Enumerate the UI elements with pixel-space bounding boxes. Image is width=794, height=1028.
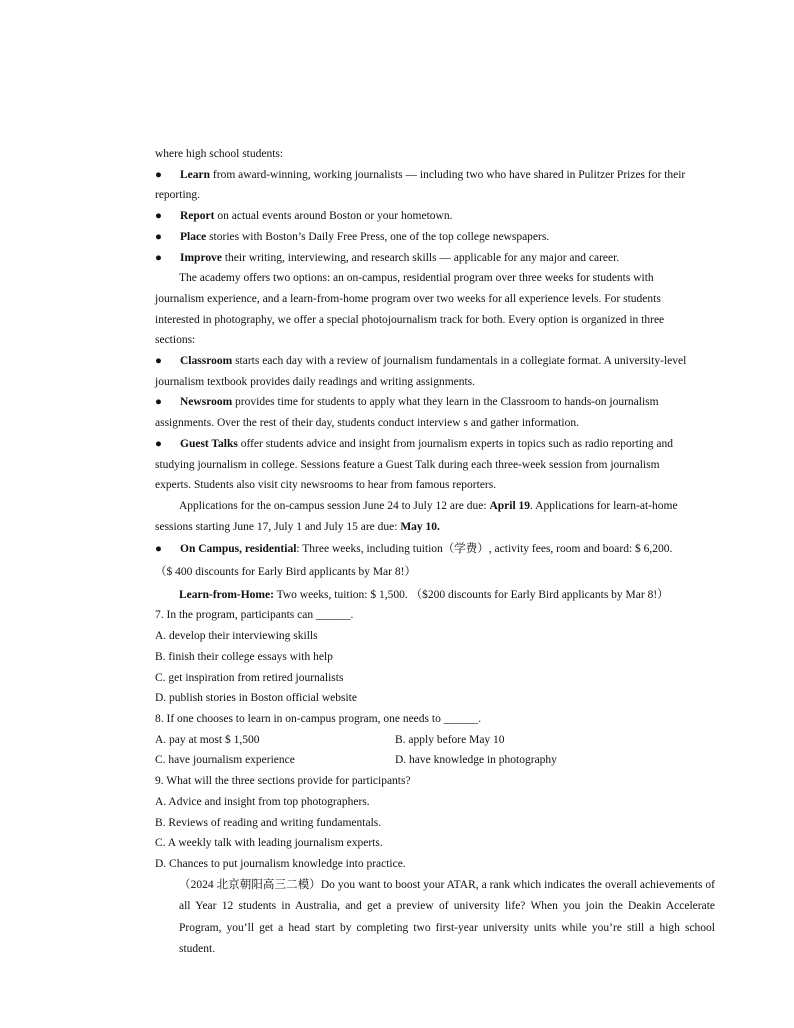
document-page xyxy=(155,144,715,961)
section-classroom: ● Classroom starts each day with a review of journalism fundamentals in a collegiate format. A university-level xyxy=(155,351,715,372)
bullet-dot: ● xyxy=(155,168,162,181)
question-9-option-d: D. Chances to put journalism knowledge into practice. xyxy=(155,857,406,870)
intro-line: where high school students: xyxy=(155,148,284,160)
bullet-dot: ● xyxy=(155,251,162,264)
applications-line2: sessions starting June 17, July 1 and July 15 are due: May 10. xyxy=(155,520,440,533)
applications-line1: Applications for the on-campus session June 24 to July 12 are due: April 19. Applications for learn-at-home xyxy=(179,499,678,512)
bullet-dot: ● xyxy=(155,437,162,450)
bullet-place: ● Place stories with Boston’s Daily Free Press, one of the top college newspapers. xyxy=(155,227,715,248)
section-classroom-cont: journalism textbook provides daily readings and writing assignments. xyxy=(155,375,476,388)
fee-on-campus-cont: （$ 400 discounts for Early Bird applicants by Mar 8!） xyxy=(155,566,416,579)
question-8-option-d: D. have knowledge in photography xyxy=(395,754,557,767)
section-newsroom: ● Newsroom provides time for students to apply what they learn in the Classroom to hands-on journalism xyxy=(155,392,715,413)
para1-line4: sections: xyxy=(155,334,196,347)
bullet-improve: ● Improve their writing, interviewing, and research skills — applicable for any major and career. xyxy=(155,248,715,269)
section-guest-talks-cont2: experts. Students also visit city newsrooms to hear from famous reporters. xyxy=(155,479,497,492)
para1-line3: interested in photography, we offer a special photojournalism track for both. Every option is organized in three xyxy=(155,313,665,326)
question-8-option-c: C. have journalism experience xyxy=(155,754,295,767)
question-9-option-b: B. Reviews of reading and writing fundamentals. xyxy=(155,816,382,829)
bullet-report: ● Report on actual events around Boston or your hometown. xyxy=(155,206,715,227)
para1-line2: journalism experience, and a learn-from-home program over two weeks for all experience levels. For students xyxy=(155,292,661,305)
bullet-dot: ● xyxy=(155,396,162,409)
section-newsroom-cont: assignments. Over the rest of their day, students conduct interview s and gather information. xyxy=(155,417,580,430)
question-9-option-a: A. Advice and insight from top photographers. xyxy=(155,795,370,808)
bullet-learn: ● Learn from award-winning, working journalists — including two who have shared in Pulitzer Prizes for their xyxy=(155,165,715,186)
question-8-option-b: B. apply before May 10 xyxy=(395,733,505,746)
fee-on-campus: ● On Campus, residential: Three weeks, including tuition（学费）, activity fees, room and board: $ 6,200. xyxy=(155,539,715,560)
question-8-options-row1 xyxy=(155,730,715,751)
bullet-dot: ● xyxy=(155,355,162,368)
question-8-option-a: A. pay at most $ 1,500 xyxy=(155,733,260,746)
bullet-dot: ● xyxy=(155,230,162,243)
question-7-stem: 7. In the program, participants can ______. xyxy=(155,609,354,622)
fee-learn-from-home: Learn-from-Home: Two weeks, tuition: $ 1,500. （$200 discounts for Early Bird applicants by Mar 8!） xyxy=(179,588,669,601)
question-8-options-row2 xyxy=(155,750,715,771)
section-guest-talks-cont: studying journalism in college. Sessions feature a Guest Talk during each three-week session from journalism xyxy=(155,458,660,471)
question-9-stem: 9. What will the three sections provide for participants? xyxy=(155,775,411,788)
next-passage-intro: （2024 北京朝阳高三二模）Do you want to boost your ATAR, a rank which indicates the overall achievements of all Year 12 students in Australia, and get a preview of university life? When you join the Deakin Accelerate Program, you’ll get a head start by completing two first-year university units while you’re still a high school student. xyxy=(179,878,715,956)
bullet-dot: ● xyxy=(155,543,162,556)
para1-line1: The academy offers two options: an on-campus, residential program over three weeks for students with xyxy=(179,272,654,285)
bullet-learn-cont: reporting. xyxy=(155,189,201,202)
bullet-dot: ● xyxy=(155,210,162,223)
question-7-option-c: C. get inspiration from retired journalists xyxy=(155,671,344,684)
question-8-stem: 8. If one chooses to learn in on-campus program, one needs to ______. xyxy=(155,712,482,725)
question-7-option-d: D. publish stories in Boston official website xyxy=(155,692,357,705)
question-7-option-b: B. finish their college essays with help xyxy=(155,650,333,663)
question-9-option-c: C. A weekly talk with leading journalism experts. xyxy=(155,837,383,850)
section-guest-talks: ● Guest Talks offer students advice and insight from journalism experts in topics such as radio reporting and xyxy=(155,434,715,455)
question-7-option-a: A. develop their interviewing skills xyxy=(155,630,318,643)
